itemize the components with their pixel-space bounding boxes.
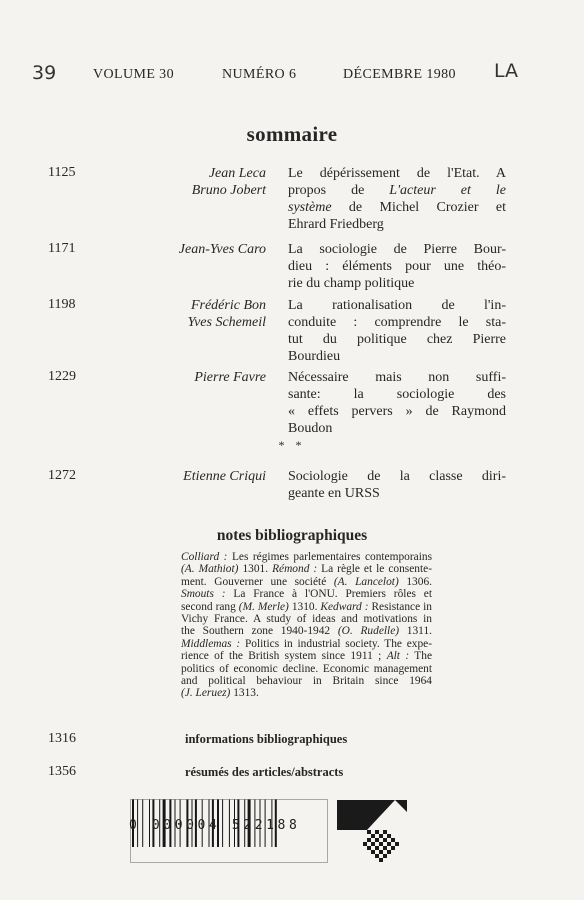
article-authors: Pierre Favre: [194, 370, 266, 385]
article-title: La rationalisation de l'in- conduite : comprendre le sta- tut du politique chez Pierre Bourdieu: [288, 298, 506, 364]
numero-label: NUMÉRO 6: [222, 67, 297, 82]
date-label: DÉCEMBRE 1980: [343, 67, 456, 82]
page-title: sommaire: [246, 122, 338, 146]
handwritten-number: 39: [32, 62, 57, 84]
article-authors: Jean Leca Bruno Jobert: [191, 166, 266, 198]
article-authors: Etienne Criqui: [183, 469, 266, 484]
article-title: La sociologie de Pierre Bour- dieu : éléments pour une théo- rie du champ politique: [288, 242, 506, 291]
section-page-resumes: 1356: [48, 764, 76, 779]
article-title: Le dépérissement de l'Etat. A propos de L'acteur et le système de Michel Crozier et Ehrard Friedberg: [288, 166, 506, 232]
article-page-number: 1229: [48, 369, 76, 384]
separator-stars: * *: [278, 438, 306, 452]
article-page-number: 1171: [48, 241, 76, 256]
article-authors: Frédéric Bon Yves Schemeil: [187, 298, 266, 330]
article-title: Nécessaire mais non suffi- sante: la sociologie des « effets pervers » de Raymond Boudon: [288, 370, 506, 436]
article-title: Sociologie de la classe diri- geante en URSS: [288, 469, 506, 501]
publisher-logo: [337, 800, 407, 866]
section-informations-bibliographiques: informations bibliographiques: [185, 732, 348, 746]
article-page-number: 1198: [48, 297, 76, 312]
section-resumes-abstracts: résumés des articles/abstracts: [185, 765, 344, 779]
article-authors: Jean-Yves Caro: [178, 242, 266, 257]
volume-label: VOLUME 30: [93, 67, 174, 82]
barcode-digits: 0 000004 522188: [129, 818, 301, 833]
section-page-informations: 1316: [48, 731, 76, 746]
article-page-number: 1125: [48, 165, 76, 180]
notes-text: Colliard : Les régimes parlementaires contemporains (A. Mathiot) 1301. Rémond : La règle et le consente- ment. Gouverner une société (A. Lancelot) 1306. Smouts : La France à l'ONU. Premiers rôles et second rang (M. Merle) 1310. Kedward : Resistance in Vichy France. A study of ideas and motivations in the Southern zone 1940-1942 (O. Rudelle) 1311. Middlemas : Politics in industrial society. The expe- rience of the British system since 1911 ; Alt : The politics of economic decline. Economic management and political behaviour in Britain since 1964 (J. Leruez) 1313.: [181, 551, 433, 700]
article-page-number: 1272: [48, 468, 76, 483]
handwritten-initials: LA: [494, 60, 519, 82]
notes-title: notes bibliographiques: [216, 527, 368, 544]
